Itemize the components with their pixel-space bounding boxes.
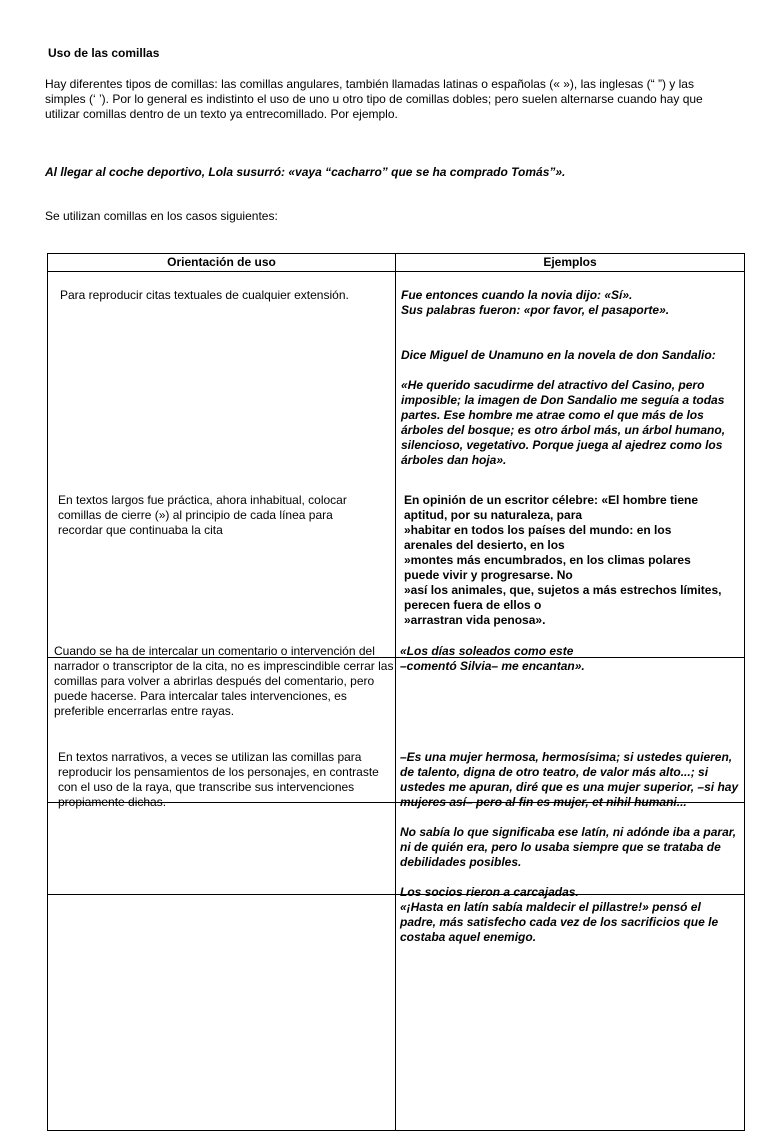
examples-block <box>404 493 744 628</box>
usage-cell <box>48 803 396 895</box>
header-examples: Ejemplos <box>396 254 745 272</box>
usage-text: Para reproducir citas textuales de cualquier extensión. <box>60 288 349 302</box>
examples-block <box>400 750 740 945</box>
examples-block <box>401 288 741 318</box>
example-text: «Los días soleados como este <box>400 644 574 658</box>
example-text: –comentó Silvia– me encantan». <box>400 659 585 673</box>
example-text: arenales del desierto, en los <box>404 538 565 552</box>
example-sentence: Al llegar al coche deportivo, Lola susurró: «vaya “cacharro” que se ha comprado Tomás”». <box>45 165 566 179</box>
usage-cell <box>48 895 396 1131</box>
example-text: puede vivir y progresarse. No <box>404 568 573 582</box>
example-text: –Es una mujer hermosa, hermosísima; si ustedes quieren, de talento, digna de otro teatro, de valor más alto...; si ustedes me apuran, diré que es una mujer superior, –si hay mujeres así– pero al fin es mujer, et nihil humani... <box>400 750 739 809</box>
intro-paragraph: Hay diferentes tipos de comillas: las comillas angulares, también llamadas latinas o españolas (« »), las inglesas (“ ”) y las simples (‘ ’). Por lo general es indistinto el uso de uno u otro tipo de comillas dobles; pero suelen alternarse cuando hay que utilizar comillas dentro de un texto ya entrecomillado. Por ejemplo. <box>45 77 703 121</box>
example-text: «¡Hasta en latín sabía maldecir el pillastre!» pensó el padre, más satisfecho cada vez de los sacrificios que le costaba aquel enemigo. <box>400 900 719 944</box>
example-text: »habitar en todos los países del mundo: en los <box>404 523 672 537</box>
example-text: Los socios rieron a carcajadas. <box>400 885 579 899</box>
header-orientation: Orientación de uso <box>48 254 396 272</box>
example-text: «He querido sacudirme del atractivo del Casino, pero imposible; la imagen de Don Sandalio me seguía a todas partes. Ese hombre me atrae como el que más de los árboles del bosque; es otro árbol más, un árbol humano, silencioso, vegetativo. Porque juega al ajedrez como los árboles dan hoja». <box>401 378 726 467</box>
example-text: Sus palabras fueron: «por favor, el pasaporte». <box>401 303 670 317</box>
example-text: aptitud, por su naturaleza, para <box>404 508 583 522</box>
example-text: Fue entonces cuando la novia dijo: «Sí». <box>401 288 633 302</box>
example-text: No sabía lo que significaba ese latín, ni adónde iba a parar, ni de quién era, pero lo usaba siempre que se trataba de debilidades posibles. <box>400 825 737 869</box>
examples-block <box>400 644 740 674</box>
usage-text: En textos narrativos, a veces se utilizan las comillas para reproducir los pensamientos de los personajes, en contraste con el uso de la raya, que transcribe sus intervenciones propiamente dichas. <box>58 750 379 809</box>
example-text: Dice Miguel de Unamuno en la novela de don Sandalio: <box>401 348 716 362</box>
example-text: En opinión de un escritor célebre: «El hombre tiene <box>404 493 699 507</box>
usage-text: En textos largos fue práctica, ahora inhabitual, colocar comillas de cierre (») al principio de cada línea para recordar que continuaba la cita <box>58 493 347 537</box>
example-text: »arrastran vida penosa». <box>404 613 546 627</box>
usage-cell <box>48 272 396 658</box>
cases-intro: Se utilizan comillas en los casos siguientes: <box>45 209 278 223</box>
usage-text: Cuando se ha de intercalar un comentario o intervención del narrador o transcriptor de la cita, no es imprescindible cerrar las comillas para volver a abrirlas después del comentario, pero puede hacerse. Para intercalar tales intervenciones, es preferible encerrarlas entre rayas. <box>54 644 394 718</box>
example-text: »montes más encumbrados, en los climas polares <box>404 553 691 567</box>
table-header-row <box>48 254 745 272</box>
page-title: Uso de las comillas <box>48 46 160 60</box>
example-text: »así los animales, que, sujetos a más estrechos límites, <box>404 583 722 597</box>
example-text: perecen fuera de ellos o <box>404 598 542 612</box>
